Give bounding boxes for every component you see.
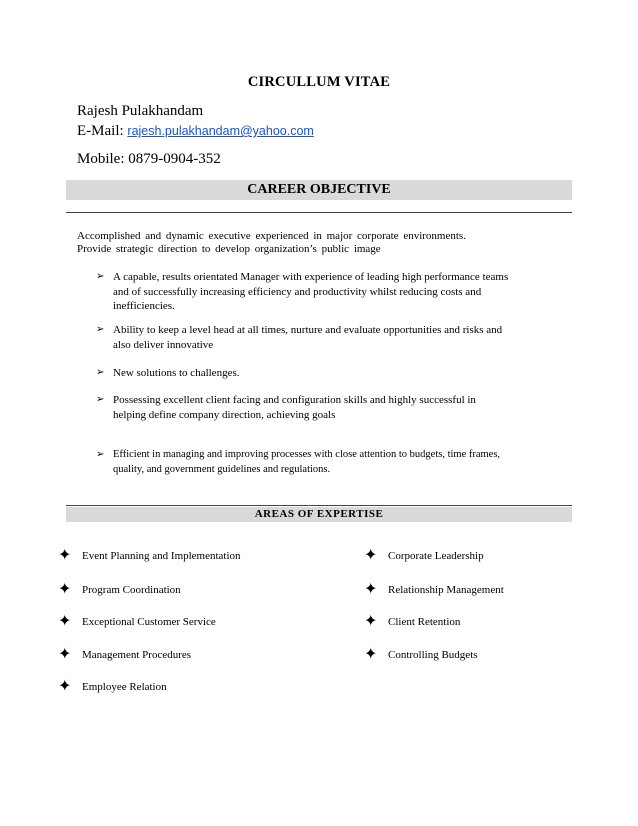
candidate-name: Rajesh Pulakhandam: [77, 103, 204, 119]
email-line: [77, 123, 314, 140]
career-objective-heading: CAREER OBJECTIVE: [66, 180, 572, 200]
list-item: ➢ Efficient in managing and improving processes with close attention to budgets, time frames, quality, and government guidelines and regulations.: [96, 448, 506, 477]
four-point-star-icon: ✦: [58, 547, 72, 564]
four-point-star-icon: ✦: [364, 646, 378, 663]
arrow-bullet-icon: ➢: [96, 324, 105, 335]
arrow-bullet-icon: ➢: [96, 271, 105, 282]
list-item: ✦ Client Retention: [364, 613, 461, 630]
areas-of-expertise-heading: AREAS OF EXPERTISE: [66, 507, 572, 522]
page-title: CIRCULLUM VITAE: [247, 74, 391, 90]
arrow-bullet-icon: ➢: [96, 449, 105, 460]
arrow-bullet-icon: ➢: [96, 367, 105, 378]
list-item: ✦ Event Planning and Implementation: [58, 547, 241, 564]
section-divider: [66, 505, 572, 506]
list-item: ✦ Exceptional Customer Service: [58, 613, 216, 630]
list-item: ✦ Program Coordination: [58, 581, 181, 598]
list-item: ➢ A capable, results orientated Manager with experience of leading high performance teams and of successfully increasing efficiency and productivity whilst reducing costs and inefficiencies.: [96, 271, 509, 312]
four-point-star-icon: ✦: [58, 646, 72, 663]
email-link[interactable]: rajesh.pulakhandam@yahoo.com: [127, 124, 314, 138]
list-item: ➢ New solutions to challenges.: [96, 367, 240, 379]
four-point-star-icon: ✦: [364, 547, 378, 564]
list-item: ✦ Management Procedures: [58, 646, 192, 663]
mobile-line: Mobile: 0879-0904-352: [77, 151, 221, 167]
list-item: ✦ Employee Relation: [58, 678, 167, 695]
list-item: ✦ Corporate Leadership: [364, 547, 484, 564]
list-item: ➢ Ability to keep a level head at all times, nurture and evaluate opportunities and risks and also deliver innovative: [96, 324, 503, 351]
four-point-star-icon: ✦: [364, 581, 378, 598]
list-item: ✦ Controlling Budgets: [364, 646, 478, 663]
four-point-star-icon: ✦: [58, 678, 72, 695]
email-label: E-Mail:: [77, 123, 124, 139]
arrow-bullet-icon: ➢: [96, 394, 105, 405]
section-divider: [66, 212, 572, 213]
summary-line-2: Provide strategic direction to develop organization’s public image: [77, 243, 381, 255]
four-point-star-icon: ✦: [58, 581, 72, 598]
four-point-star-icon: ✦: [58, 613, 72, 630]
summary-line-1: Accomplished and dynamic executive experienced in major corporate environments.: [77, 230, 466, 242]
list-item: ➢ Possessing excellent client facing and configuration skills and highly successful in helping define company direction, achieving goals: [96, 394, 476, 421]
list-item: ✦ Relationship Management: [364, 581, 504, 598]
four-point-star-icon: ✦: [364, 613, 378, 630]
